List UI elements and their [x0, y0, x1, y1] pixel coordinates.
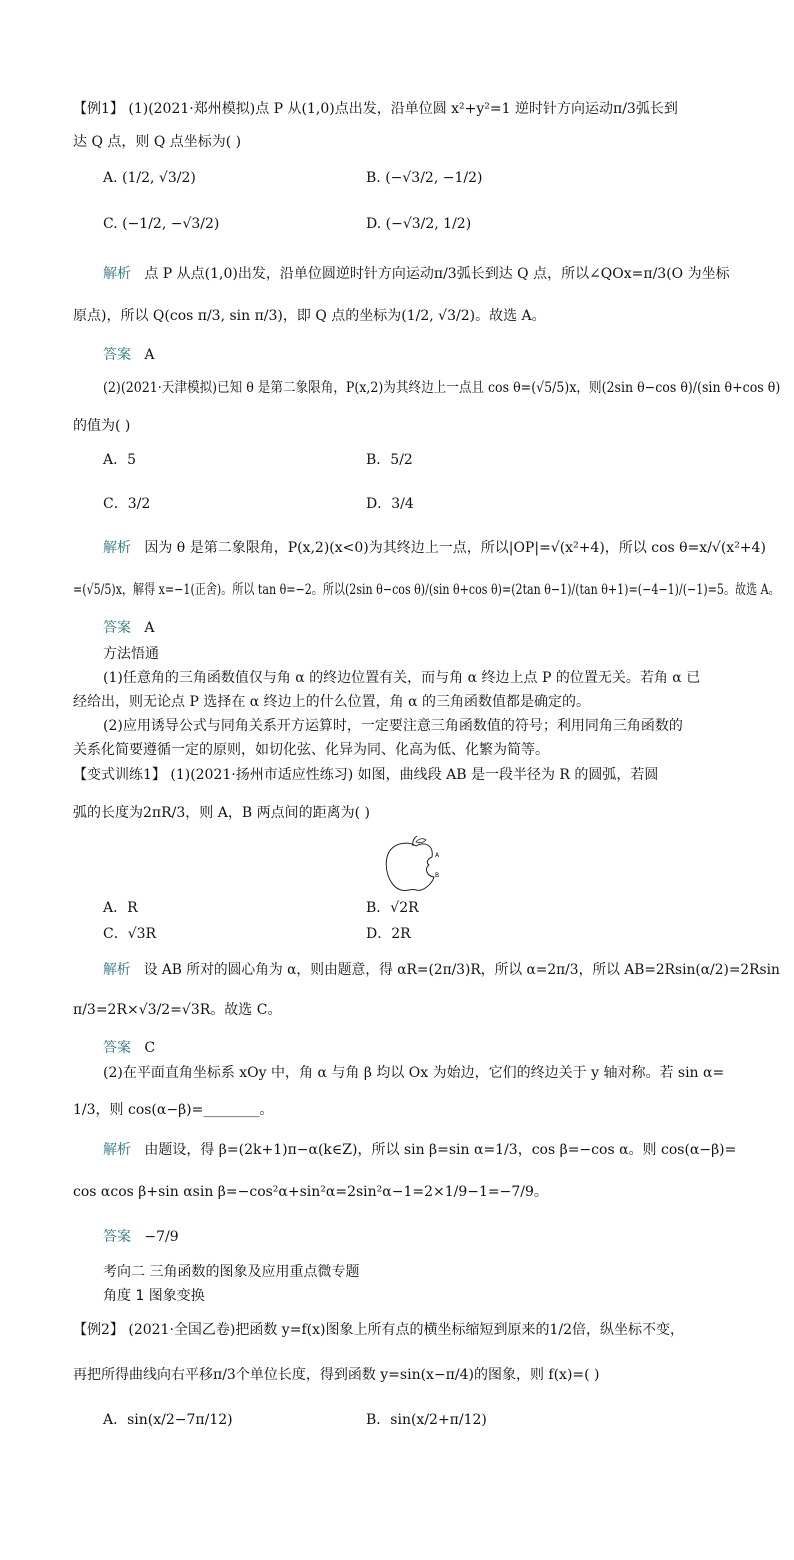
- example1-option-c: C. (−1/2, −√3/2): [103, 216, 220, 232]
- analysis-label: 解析: [103, 1142, 131, 1158]
- variant1-analysis-line1: [103, 960, 780, 980]
- example1-2-option-a: A．5: [103, 452, 137, 468]
- example1-2-stem-line2: 的值为( ): [73, 418, 131, 434]
- answer-value: A: [144, 620, 155, 636]
- variant1-2-analysis-line2: cos αcos β+sin αsin β=−cos²α+sin²α=2sin²α−1=2×1/9−1=−7/9。: [73, 1184, 548, 1200]
- analysis-label: 解析: [103, 266, 131, 282]
- example1-2-option-d: D．3/4: [366, 496, 414, 512]
- apple-leaf: [416, 839, 426, 843]
- example2-stem-line2: 再把所得曲线向右平移π/3个单位长度，得到函数 y=sin(x−π/4)的图象，则 f(x)=( ): [73, 1367, 600, 1383]
- analysis-text: 由题设，得 β=(2k+1)π−α(k∈Z)，所以 sin β=sin α=1/3，cos β=−cos α。则 cos(α−β)=: [144, 1142, 737, 1158]
- example2-option-b: B．sin(x/2+π/12): [366, 1412, 487, 1428]
- example1-option-a: A. (1/2, √3/2): [103, 170, 196, 186]
- variant1-answer: [103, 1038, 155, 1058]
- analysis-text: 因为 θ 是第二象限角，P(x,2)(x<0)为其终边上一点，所以|OP|=√(x²+4)，所以 cos θ=x/√(x²+4): [144, 540, 766, 556]
- example1-2-analysis-line1: [103, 538, 766, 558]
- point-a-label: A: [435, 852, 440, 859]
- method-point2-line1: (2)应用诱导公式与同角关系开方运算时，一定要注意三角函数值的符号；利用同角三角函数的: [103, 718, 683, 734]
- variant1-stem-line1: 【变式训练1】 (1)(2021·扬州市适应性练习) 如图，曲线段 AB 是一段半径为 R 的圆弧，若圆: [73, 767, 659, 783]
- variant1-stem-line2: 弧的长度为2πR/3，则 A，B 两点间的距离为( ): [73, 805, 370, 821]
- example1-option-b: B. (−√3/2, −1/2): [366, 170, 483, 186]
- analysis-label: 解析: [103, 962, 131, 978]
- example1-2-answer: [103, 618, 154, 638]
- example2-stem-line1: 【例2】 (2021·全国乙卷)把函数 y=f(x)图象上所有点的横坐标缩短到原来的1/2倍，纵坐标不变，: [73, 1322, 684, 1338]
- example1-2-option-b: B．5/2: [366, 452, 413, 468]
- example1-analysis-line1: [103, 264, 730, 284]
- apple-outline: [386, 843, 434, 890]
- analysis-text: 设 AB 所对的圆心角为 α，则由题意，得 αR=(2π/3)R，所以 α=2π/3，所以 AB=2Rsin(α/2)=2Rsin: [143, 962, 780, 978]
- example1-answer: [103, 345, 154, 365]
- variant1-option-d: D．2R: [366, 926, 411, 942]
- variant1-option-b: B．√2R: [366, 900, 419, 916]
- method-point1-line2: 经给出，则无论点 P 选择在 α 终边上的什么位置，角 α 的三角函数值都是确定的。: [73, 694, 591, 710]
- answer-label: 答案: [103, 1229, 131, 1245]
- example1-2-stem-line1: (2)(2021·天津模拟)已知 θ 是第二象限角，P(x,2)为其终边上一点且 cos θ=(√5/5)x，则(2sin θ−cos θ)/(sin θ+cos θ): [103, 380, 781, 396]
- variant1-2-answer: [103, 1227, 179, 1247]
- section-title: 考向二 三角函数的图象及应用重点微专题: [103, 1264, 360, 1280]
- answer-value: C: [144, 1040, 156, 1056]
- variant1-option-c: C．√3R: [103, 926, 157, 942]
- answer-label: 答案: [103, 620, 131, 636]
- answer-value: −7/9: [144, 1229, 179, 1245]
- variant1-option-a: A．R: [103, 900, 138, 916]
- variant1-2-analysis-line1: [103, 1140, 736, 1160]
- answer-label: 答案: [103, 1040, 131, 1056]
- angle-subtitle: 角度 1 图象变换: [103, 1288, 205, 1304]
- variant1-2-stem-line2: 1/3，则 cos(α−β)=________。: [73, 1102, 274, 1118]
- example1-analysis-line2: 原点)，所以 Q(cos π/3, sin π/3)，即 Q 点的坐标为(1/2, √3/2)。故选 A。: [73, 308, 546, 324]
- method-title: 方法悟通: [103, 646, 159, 662]
- apple-arc-figure: [382, 835, 444, 895]
- example1-option-d: D. (−√3/2, 1/2): [366, 216, 472, 232]
- method-point2-line2: 关系化简要遵循一定的原则，如切化弦、化异为同、化高为低、化繁为简等。: [73, 742, 549, 758]
- answer-value: A: [144, 347, 155, 363]
- point-b-label: B: [435, 872, 440, 879]
- answer-label: 答案: [103, 347, 131, 363]
- example1-stem-line1: 【例1】 (1)(2021·郑州模拟)点 P 从(1,0)点出发，沿单位圆 x²+y²=1 逆时针方向运动π/3弧长到: [73, 101, 678, 117]
- variant1-analysis-line2: π/3=2R×√3/2=√3R。故选 C。: [73, 1002, 282, 1018]
- analysis-text: 点 P 从点(1,0)出发，沿单位圆逆时针方向运动π/3弧长到达 Q 点，所以∠QOx=π/3(O 为坐标: [144, 266, 730, 282]
- example1-2-analysis-line2: =(√5/5)x，解得 x=−1(正舍)。所以 tan θ=−2。所以(2sin θ−cos θ)/(sin θ+cos θ)=(2tan θ−1)/(tan θ+1)=(−4−1)/(−1)=5。故选 A。: [73, 582, 780, 598]
- example2-option-a: A．sin(x/2−7π/12): [103, 1412, 233, 1428]
- example1-stem-line2: 达 Q 点，则 Q 点坐标为( ): [73, 134, 242, 150]
- variant1-2-stem-line1: (2)在平面直角坐标系 xOy 中，角 α 与角 β 均以 Ox 为始边，它们的终边关于 y 轴对称。若 sin α=: [103, 1065, 725, 1081]
- analysis-label: 解析: [103, 540, 131, 556]
- example1-2-option-c: C．3/2: [103, 496, 151, 512]
- method-point1-line1: (1)任意角的三角函数值仅与角 α 的终边位置有关，而与角 α 终边上点 P 的位置无关。若角 α 已: [103, 670, 701, 686]
